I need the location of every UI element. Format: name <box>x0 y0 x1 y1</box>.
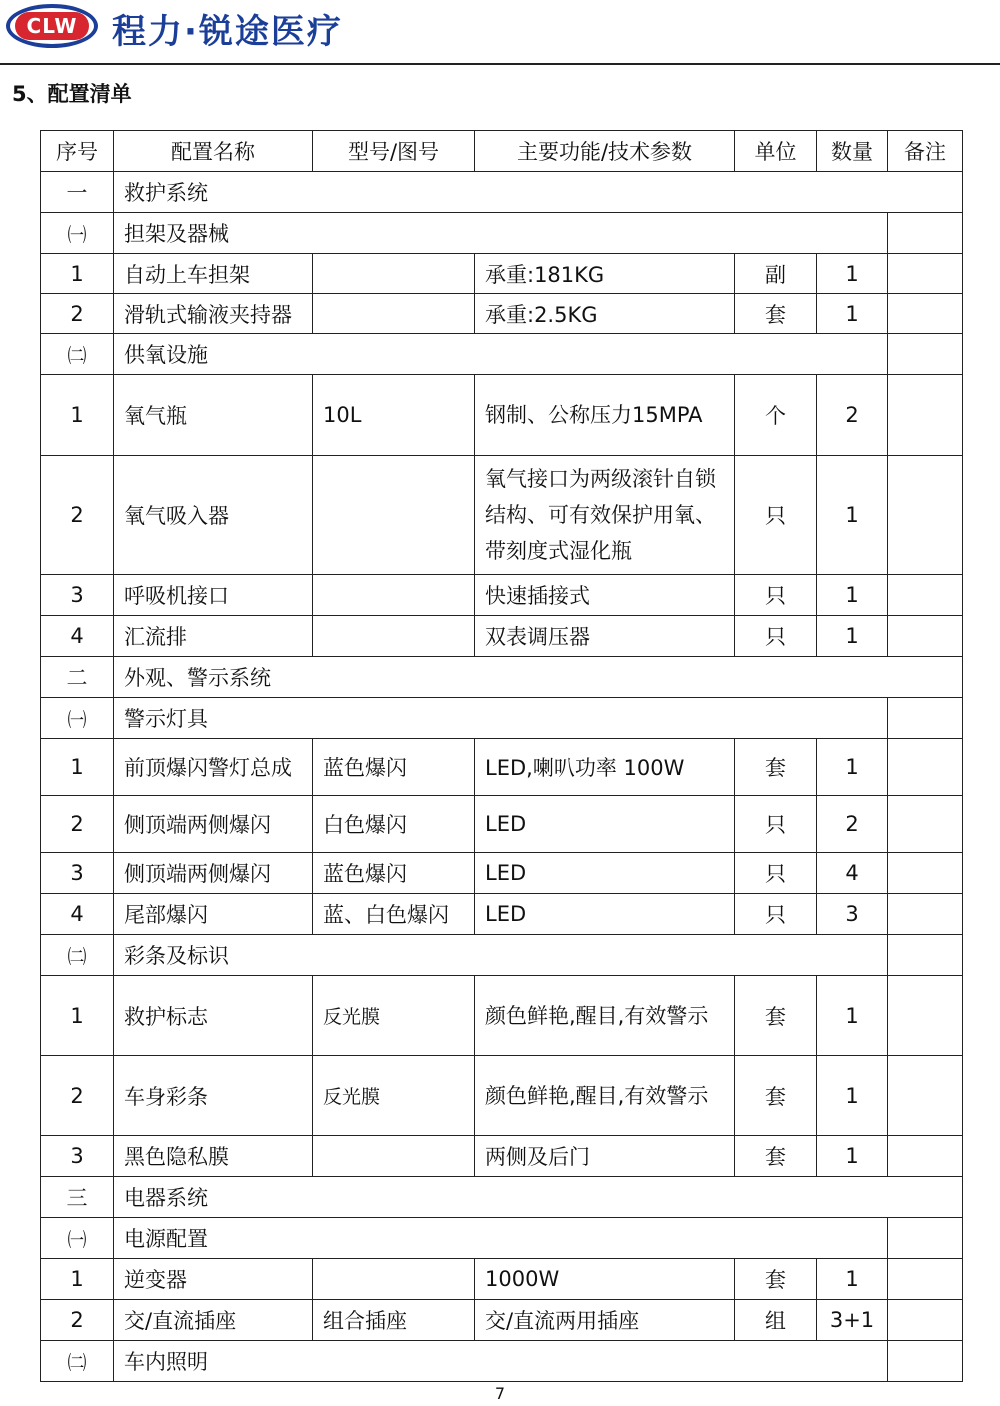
cell-qty: 1 <box>817 575 888 616</box>
table-row <box>41 894 963 935</box>
table-row <box>41 375 963 456</box>
cell-name: 侧顶端两侧爆闪 <box>114 796 313 853</box>
cell-name: 黑色隐私膜 <box>114 1136 313 1177</box>
section-row <box>41 657 963 698</box>
table-row <box>41 1136 963 1177</box>
section-name: 电器系统 <box>114 1177 963 1218</box>
section-number: 二 <box>41 657 114 698</box>
cell-note <box>888 1056 963 1136</box>
cell-name: 汇流排 <box>114 616 313 657</box>
cell-qty: 4 <box>817 853 888 894</box>
subsection-row <box>41 334 963 375</box>
table-row <box>41 616 963 657</box>
table-row <box>41 254 963 294</box>
cell-qty: 3+1 <box>817 1300 888 1341</box>
cell-qty: 1 <box>817 616 888 657</box>
cell-model <box>313 616 475 657</box>
subsection-note <box>888 1341 963 1382</box>
cell-note <box>888 796 963 853</box>
subsection-name: 车内照明 <box>114 1341 888 1382</box>
cell-index: 4 <box>41 616 114 657</box>
subsection-number: ㈠ <box>41 698 114 739</box>
cell-unit: 套 <box>735 739 817 796</box>
cell-unit: 套 <box>735 1056 817 1136</box>
cell-spec: 双表调压器 <box>475 616 735 657</box>
cell-note <box>888 254 963 294</box>
subsection-note <box>888 334 963 375</box>
cell-model: 反光膜 <box>313 976 475 1056</box>
cell-model <box>313 294 475 334</box>
cell-index: 2 <box>41 294 114 334</box>
header-divider <box>0 63 1000 65</box>
cell-qty: 1 <box>817 1136 888 1177</box>
col-header-note: 备注 <box>888 131 963 172</box>
cell-note <box>888 894 963 935</box>
cell-unit: 副 <box>735 254 817 294</box>
cell-index: 4 <box>41 894 114 935</box>
cell-name: 救护标志 <box>114 976 313 1056</box>
cell-spec: 1000W <box>475 1259 735 1300</box>
cell-qty: 1 <box>817 1056 888 1136</box>
subsection-name: 警示灯具 <box>114 698 888 739</box>
subsection-number: ㈡ <box>41 1341 114 1382</box>
cell-note <box>888 375 963 456</box>
subsection-row <box>41 1218 963 1259</box>
cell-note <box>888 294 963 334</box>
cell-spec: 快速插接式 <box>475 575 735 616</box>
cell-index: 1 <box>41 976 114 1056</box>
cell-note <box>888 976 963 1056</box>
cell-unit: 只 <box>735 853 817 894</box>
cell-note <box>888 456 963 575</box>
cell-model: 组合插座 <box>313 1300 475 1341</box>
cell-model: 蓝色爆闪 <box>313 739 475 796</box>
subsection-row <box>41 935 963 976</box>
page-header <box>0 0 1000 64</box>
cell-model: 反光膜 <box>313 1056 475 1136</box>
cell-name: 呼吸机接口 <box>114 575 313 616</box>
cell-note <box>888 853 963 894</box>
section-name: 救护系统 <box>114 172 963 213</box>
cell-spec: LED,喇叭功率 100W <box>475 739 735 796</box>
section-number: 一 <box>41 172 114 213</box>
subsection-note <box>888 935 963 976</box>
cell-index: 1 <box>41 1259 114 1300</box>
logo-text: CLW <box>15 12 89 40</box>
subsection-note <box>888 213 963 254</box>
cell-spec: 承重:181KG <box>475 254 735 294</box>
subsection-name: 供氧设施 <box>114 334 888 375</box>
brand-name: 程力·锐途医疗 <box>112 12 343 52</box>
subsection-name: 彩条及标识 <box>114 935 888 976</box>
subsection-number: ㈡ <box>41 935 114 976</box>
cell-note <box>888 616 963 657</box>
cell-unit: 只 <box>735 894 817 935</box>
cell-qty: 2 <box>817 375 888 456</box>
cell-spec: 交/直流两用插座 <box>475 1300 735 1341</box>
cell-model: 白色爆闪 <box>313 796 475 853</box>
cell-spec: 两侧及后门 <box>475 1136 735 1177</box>
cell-qty: 3 <box>817 894 888 935</box>
col-header-qty: 数量 <box>817 131 888 172</box>
cell-name: 滑轨式输液夹持器 <box>114 294 313 334</box>
cell-name: 尾部爆闪 <box>114 894 313 935</box>
cell-qty: 1 <box>817 294 888 334</box>
col-header-name: 配置名称 <box>114 131 313 172</box>
cell-qty: 1 <box>817 976 888 1056</box>
cell-name: 氧气瓶 <box>114 375 313 456</box>
cell-qty: 2 <box>817 796 888 853</box>
cell-index: 2 <box>41 456 114 575</box>
cell-note <box>888 1259 963 1300</box>
cell-unit: 套 <box>735 1259 817 1300</box>
subsection-number: ㈡ <box>41 334 114 375</box>
col-header-unit: 单位 <box>735 131 817 172</box>
subsection-row <box>41 1341 963 1382</box>
cell-spec: 承重:2.5KG <box>475 294 735 334</box>
cell-note <box>888 739 963 796</box>
table-row <box>41 853 963 894</box>
cell-qty: 1 <box>817 739 888 796</box>
cell-index: 1 <box>41 375 114 456</box>
subsection-row <box>41 698 963 739</box>
col-header-index: 序号 <box>41 131 114 172</box>
table-row <box>41 1259 963 1300</box>
cell-name: 车身彩条 <box>114 1056 313 1136</box>
cell-model <box>313 1259 475 1300</box>
cell-name: 侧顶端两侧爆闪 <box>114 853 313 894</box>
col-header-model: 型号/图号 <box>313 131 475 172</box>
subsection-number: ㈠ <box>41 1218 114 1259</box>
cell-index: 2 <box>41 1300 114 1341</box>
subsection-row <box>41 213 963 254</box>
subsection-note <box>888 698 963 739</box>
table-row <box>41 976 963 1056</box>
cell-model <box>313 575 475 616</box>
cell-qty: 1 <box>817 1259 888 1300</box>
cell-unit: 套 <box>735 294 817 334</box>
cell-name: 交/直流插座 <box>114 1300 313 1341</box>
table-header-row <box>41 131 963 172</box>
cell-unit: 套 <box>735 976 817 1056</box>
subsection-name: 担架及器械 <box>114 213 888 254</box>
cell-qty: 1 <box>817 456 888 575</box>
cell-spec: LED <box>475 894 735 935</box>
cell-spec: 氧气接口为两级滚针自锁结构、可有效保护用氧、带刻度式湿化瓶 <box>475 456 735 575</box>
cell-name: 前顶爆闪警灯总成 <box>114 739 313 796</box>
cell-note <box>888 1300 963 1341</box>
cell-model: 蓝色爆闪 <box>313 853 475 894</box>
clw-logo <box>6 4 98 48</box>
section-row <box>41 1177 963 1218</box>
cell-spec: 钢制、公称压力15MPA <box>475 375 735 456</box>
table-row <box>41 1300 963 1341</box>
subsection-number: ㈠ <box>41 213 114 254</box>
table-row <box>41 294 963 334</box>
cell-spec: 颜色鲜艳,醒目,有效警示 <box>475 976 735 1056</box>
cell-qty: 1 <box>817 254 888 294</box>
cell-index: 3 <box>41 853 114 894</box>
cell-index: 3 <box>41 575 114 616</box>
table-row <box>41 456 963 575</box>
cell-model: 蓝、白色爆闪 <box>313 894 475 935</box>
table-row <box>41 575 963 616</box>
section-row <box>41 172 963 213</box>
cell-index: 3 <box>41 1136 114 1177</box>
cell-unit: 个 <box>735 375 817 456</box>
cell-unit: 只 <box>735 616 817 657</box>
table-row <box>41 739 963 796</box>
cell-index: 1 <box>41 254 114 294</box>
cell-name: 自动上车担架 <box>114 254 313 294</box>
cell-unit: 只 <box>735 575 817 616</box>
cell-index: 2 <box>41 1056 114 1136</box>
table-row <box>41 796 963 853</box>
cell-model <box>313 456 475 575</box>
cell-model <box>313 1136 475 1177</box>
configuration-table <box>40 130 963 1382</box>
section-title: 5、配置清单 <box>12 82 132 106</box>
cell-model <box>313 254 475 294</box>
cell-spec: LED <box>475 796 735 853</box>
col-header-spec: 主要功能/技术参数 <box>475 131 735 172</box>
cell-index: 1 <box>41 739 114 796</box>
cell-unit: 套 <box>735 1136 817 1177</box>
page-number: 7 <box>494 1384 506 1403</box>
cell-unit: 组 <box>735 1300 817 1341</box>
cell-name: 逆变器 <box>114 1259 313 1300</box>
cell-model: 10L <box>313 375 475 456</box>
cell-spec: 颜色鲜艳,醒目,有效警示 <box>475 1056 735 1136</box>
section-name: 外观、警示系统 <box>114 657 963 698</box>
table-row <box>41 1056 963 1136</box>
cell-unit: 只 <box>735 456 817 575</box>
cell-note <box>888 1136 963 1177</box>
cell-index: 2 <box>41 796 114 853</box>
section-number: 三 <box>41 1177 114 1218</box>
cell-note <box>888 575 963 616</box>
cell-unit: 只 <box>735 796 817 853</box>
cell-spec: LED <box>475 853 735 894</box>
subsection-note <box>888 1218 963 1259</box>
subsection-name: 电源配置 <box>114 1218 888 1259</box>
cell-name: 氧气吸入器 <box>114 456 313 575</box>
